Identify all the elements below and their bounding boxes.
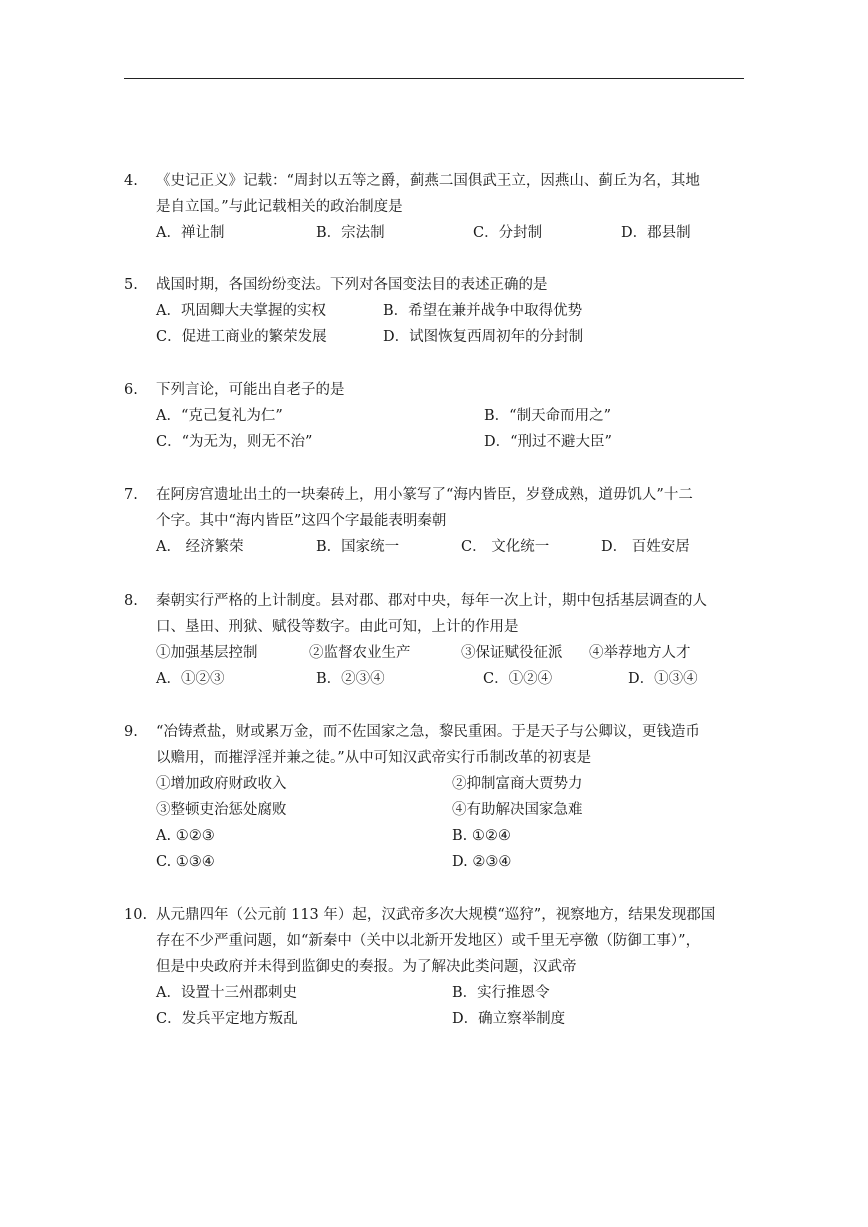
question-stem-line: 口、垦田、刑狱、赋役等数字。由此可知，上计的作用是 bbox=[156, 619, 519, 635]
option-row bbox=[156, 534, 764, 560]
option-d[interactable]: D．试图恢复西周初年的分封制 bbox=[383, 329, 584, 345]
question-stem-line: 在阿房宫遗址出土的一块秦砖上，用小篆写了“海内皆臣，岁登成熟，道毋饥人”十二 bbox=[156, 487, 693, 503]
option-row bbox=[156, 1006, 764, 1032]
option-d[interactable]: D． 百姓安居 bbox=[601, 539, 690, 555]
question-10 bbox=[124, 902, 764, 1032]
header-rule bbox=[124, 78, 744, 79]
option-row bbox=[156, 324, 764, 350]
option-c[interactable]: C．分封制 bbox=[473, 225, 543, 241]
option-d[interactable]: D．确立察举制度 bbox=[452, 1011, 566, 1027]
option-row bbox=[156, 980, 764, 1006]
option-c[interactable]: C．①②④ bbox=[483, 671, 553, 687]
option-b[interactable]: B．实行推恩令 bbox=[452, 985, 550, 1001]
option-b[interactable]: B．②③④ bbox=[316, 671, 385, 687]
statement-2: ②监督农业生产 bbox=[309, 645, 411, 661]
statement-3: ③保证赋役征派 bbox=[461, 645, 563, 661]
question-4 bbox=[124, 168, 764, 246]
question-7 bbox=[124, 482, 764, 560]
option-d[interactable]: D．①③④ bbox=[628, 671, 698, 687]
option-row bbox=[156, 849, 764, 875]
option-b[interactable]: B．“制天命而用之” bbox=[484, 408, 611, 424]
statement-1: ①加强基层控制 bbox=[156, 645, 258, 661]
question-5 bbox=[124, 272, 764, 350]
question-8 bbox=[124, 588, 764, 692]
option-d[interactable]: D．郡县制 bbox=[621, 225, 691, 241]
question-stem-line: 是自立国。”与此记载相关的政治制度是 bbox=[156, 199, 403, 215]
question-stem-line: 存在不少严重问题，如“新秦中（关中以北新开发地区）或千里无亭徼（防御工事）”， bbox=[156, 933, 701, 949]
option-a[interactable]: A．设置十三州郡刺史 bbox=[156, 985, 297, 1001]
option-a[interactable]: A．①②③ bbox=[156, 671, 225, 687]
question-number: 6. bbox=[124, 382, 138, 398]
question-number: 7. bbox=[124, 487, 138, 503]
option-b[interactable]: B. ①②④ bbox=[452, 828, 511, 844]
statement-row bbox=[156, 771, 764, 797]
option-d[interactable]: D．“刑过不避大臣” bbox=[484, 434, 612, 450]
option-a[interactable]: A． 经济繁荣 bbox=[156, 539, 244, 555]
option-c[interactable]: C．“为无为，则无不治” bbox=[156, 434, 313, 450]
option-a[interactable]: A．禅让制 bbox=[156, 225, 225, 241]
option-row bbox=[156, 298, 764, 324]
option-a[interactable]: A. ①②③ bbox=[156, 828, 215, 844]
question-stem-line: “冶铸煮盐，财或累万金，而不佐国家之急，黎民重困。于是天子与公卿议，更钱造币 bbox=[156, 724, 700, 740]
option-row bbox=[156, 429, 764, 455]
option-row bbox=[156, 666, 764, 692]
question-number: 4. bbox=[124, 173, 138, 189]
option-b[interactable]: B．国家统一 bbox=[316, 539, 400, 555]
question-stem-line: 秦朝实行严格的上计制度。县对郡、郡对中央，每年一次上计，期中包括基层调查的人 bbox=[156, 593, 707, 609]
question-stem-line: 战国时期，各国纷纷变法。下列对各国变法目的表述正确的是 bbox=[156, 277, 548, 293]
statement-4: ④有助解决国家急难 bbox=[452, 802, 583, 818]
question-number: 8. bbox=[124, 593, 138, 609]
option-c[interactable]: C．发兵平定地方叛乱 bbox=[156, 1011, 298, 1027]
statement-3: ③整顿吏治惩处腐败 bbox=[156, 802, 287, 818]
question-stem-line: 《史记正义》记载：“周封以五等之爵，蓟燕二国俱武王立，因燕山、蓟丘为名，其地 bbox=[156, 173, 700, 189]
question-number: 9. bbox=[124, 724, 138, 740]
question-stem-line: 以赡用，而摧浮淫并兼之徒。”从中可知汉武帝实行币制改革的初衷是 bbox=[156, 750, 592, 766]
option-a[interactable]: A．“克己复礼为仁” bbox=[156, 408, 283, 424]
option-b[interactable]: B．宗法制 bbox=[316, 225, 385, 241]
option-b[interactable]: B．希望在兼并战争中取得优势 bbox=[383, 303, 583, 319]
statement-row bbox=[156, 640, 764, 666]
question-number: 5. bbox=[124, 277, 138, 293]
statement-row bbox=[156, 797, 764, 823]
question-stem-line: 但是中央政府并未得到监御史的奏报。为了解决此类问题，汉武帝 bbox=[156, 959, 577, 975]
option-row bbox=[156, 823, 764, 849]
option-a[interactable]: A．巩固卿大夫掌握的实权 bbox=[156, 303, 326, 319]
question-stem-line: 从元鼎四年（公元前 113 年）起，汉武帝多次大规模“巡狩”，视察地方，结果发现郡国 bbox=[156, 907, 716, 923]
option-c[interactable]: C．促进工商业的繁荣发展 bbox=[156, 329, 327, 345]
question-6 bbox=[124, 377, 764, 455]
question-9 bbox=[124, 719, 764, 875]
statement-4: ④举荐地方人才 bbox=[589, 645, 691, 661]
question-stem-line: 下列言论，可能出自老子的是 bbox=[156, 382, 345, 398]
option-c[interactable]: C. ①③④ bbox=[156, 854, 215, 870]
option-d[interactable]: D. ②③④ bbox=[452, 854, 512, 870]
statement-2: ②抑制富商大贾势力 bbox=[452, 776, 583, 792]
option-row bbox=[156, 220, 764, 246]
statement-1: ①增加政府财政收入 bbox=[156, 776, 287, 792]
question-number: 10. bbox=[124, 907, 148, 923]
option-c[interactable]: C． 文化统一 bbox=[461, 539, 550, 555]
question-stem-line: 个字。其中“海内皆臣”这四个字最能表明秦朝 bbox=[156, 513, 447, 529]
option-row bbox=[156, 403, 764, 429]
